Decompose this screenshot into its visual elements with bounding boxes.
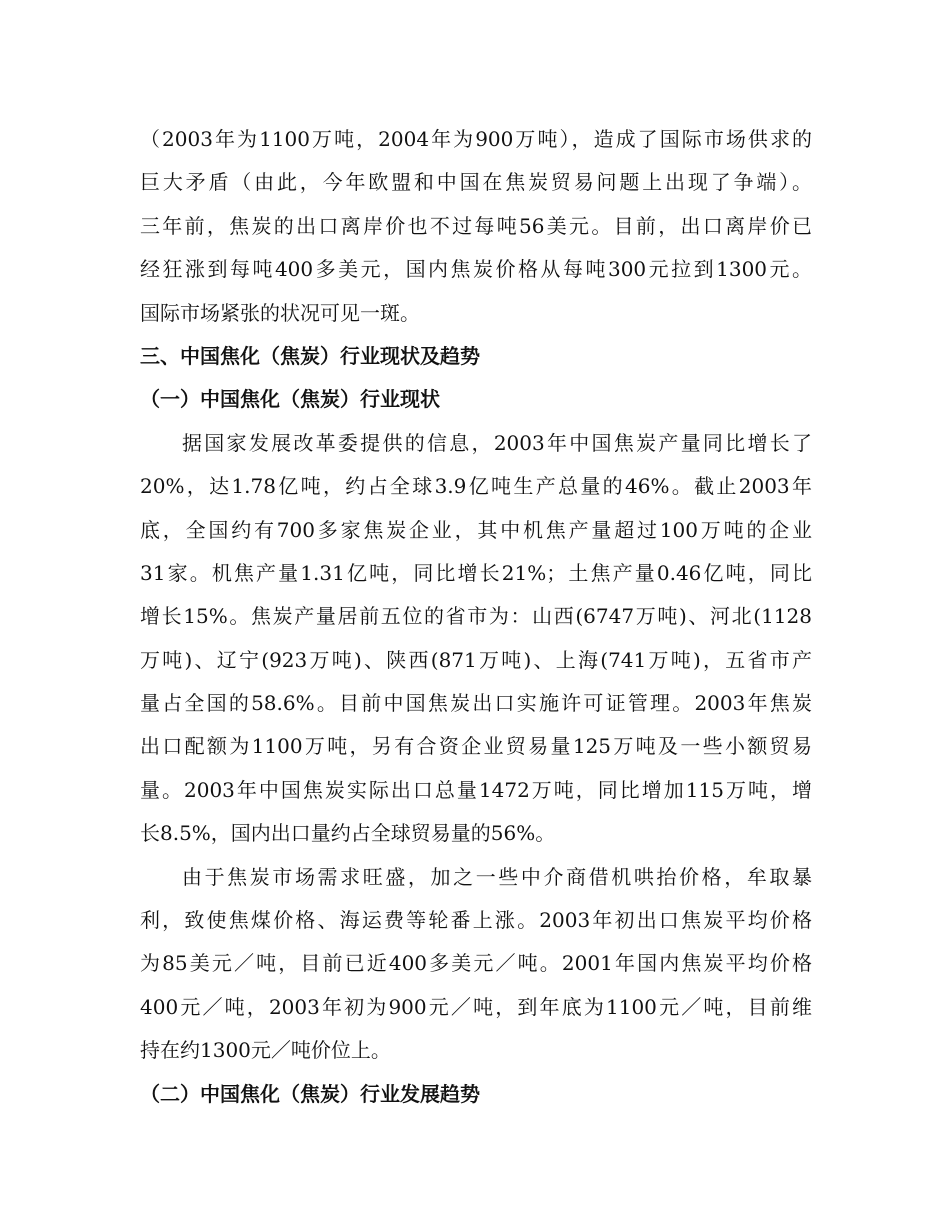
text-line: 为85美元／吨，目前已近400多美元／吨。2001年国内焦炭平均价格 — [140, 951, 812, 976]
text-line: 万吨)、辽宁(923万吨)、陕西(871万吨)、上海(741万吨)，五省市产 — [140, 647, 812, 672]
text-line: 底，全国约有700多家焦炭企业，其中机焦产量超过100万吨的企业 — [140, 517, 812, 542]
paragraph-intro — [140, 118, 812, 335]
subsection-heading: （一）中国焦化（焦炭）行业现状 — [140, 387, 440, 412]
text-line: 增长15%。焦炭产量居前五位的省市为：山西(6747万吨)、河北(1128 — [140, 604, 812, 629]
text-line: 400元／吨，2003年初为900元／吨，到年底为1100元／吨，目前维 — [140, 994, 812, 1019]
text-line: 量占全国的58.6%。目前中国焦炭出口实施许可证管理。2003年焦炭 — [140, 691, 812, 716]
text-line: 20%，达1.78亿吨，约占全球3.9亿吨生产总量的46%。截止2003年 — [140, 474, 812, 499]
text-line: 据国家发展改革委提供的信息，2003年中国焦炭产量同比增长了 — [182, 430, 812, 455]
text-line: 出口配额为1100万吨，另有合资企业贸易量125万吨及一些小额贸易 — [140, 734, 812, 759]
text-line: （2003年为1100万吨，2004年为900万吨），造成了国际市场供求的 — [140, 127, 812, 151]
text-line: 长8.5%，国内出口量约占全球贸易量的56%。 — [140, 821, 556, 846]
text-line: 三年前，焦炭的出口离岸价也不过每吨56美元。目前，出口离岸价已 — [140, 213, 812, 238]
paragraph-prices — [140, 856, 812, 1073]
subsection-heading: （二）中国焦化（焦炭）行业发展趋势 — [140, 1081, 480, 1106]
section-heading: 三、中国焦化（焦炭）行业现状及趋势 — [140, 343, 480, 368]
text-line: 31家。机焦产量1.31亿吨，同比增长21%；土焦产量0.46亿吨，同比 — [140, 560, 812, 585]
text-line: 由于焦炭市场需求旺盛，加之一些中介商借机哄抬价格，牟取暴 — [182, 864, 812, 889]
text-line: 巨大矛盾（由此，今年欧盟和中国在焦炭贸易问题上出现了争端）。 — [140, 170, 812, 195]
text-line: 利，致使焦煤价格、海运费等轮番上涨。2003年初出口焦炭平均价格 — [140, 908, 812, 933]
text-line: 经狂涨到每吨400多美元，国内焦炭价格从每吨300元拉到1300元。 — [140, 257, 812, 282]
paragraph-industry-status — [140, 422, 812, 856]
text-line: 国际市场紧张的状况可见一斑。 — [140, 300, 420, 325]
document-page — [140, 118, 812, 1116]
text-line: 量。2003年中国焦炭实际出口总量1472万吨，同比增加115万吨，增 — [140, 777, 812, 802]
text-line: 持在约1300元／吨价位上。 — [140, 1038, 391, 1063]
